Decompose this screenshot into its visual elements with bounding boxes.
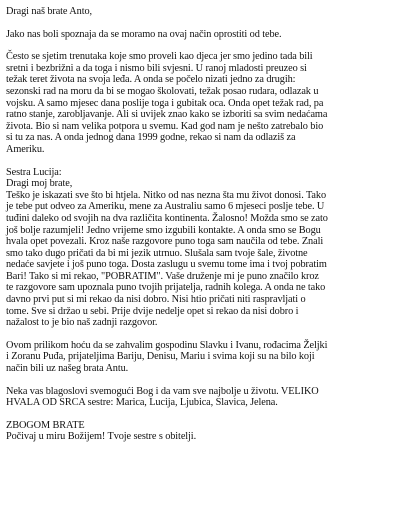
text-line: Jako nas boli spoznaja da se moramo na ovaj način oprostiti od tebe. bbox=[6, 28, 282, 40]
text-line: HVALA OD SRCA sestre: Marica, Lucija, Ljubica, Slavica, Jelena. bbox=[6, 397, 278, 409]
text-line: sezonski rad na moru da bi se mogao školovati, težak posao rudara, odlazak u bbox=[6, 85, 319, 97]
text-line: način bili uz našeg brata Antu. bbox=[6, 363, 129, 375]
text-line: Neka vas blagoslovi svemogući Bog i da vam sve najbolje u životu. VELIKO bbox=[6, 385, 319, 397]
text-line: davno prvi put si mi rekao da nisi dobro. Nisi htio pričati niti raspravljati o bbox=[6, 294, 306, 306]
letter-document bbox=[6, 6, 398, 454]
memories-paragraph bbox=[6, 51, 398, 155]
text-line: Ovom prilikom hoću da se zahvalim gospodinu Slavku i Ivanu, rođacima Željki bbox=[6, 339, 328, 351]
farewell-paragraph bbox=[6, 420, 398, 443]
text-line: još bolje razumjeli! Jedno vrijeme smo izgubili kontakte. A onda smo se Bogu bbox=[6, 224, 321, 236]
text-line: Često se sjetim trenutaka koje smo proveli kao djeca jer smo jedino tada bili bbox=[6, 51, 313, 63]
text-line: je tebe put odveo za Ameriku, mene za Australiu samo 6 mjeseci poslje tebe. U bbox=[6, 201, 325, 213]
text-line: Ameriku. bbox=[6, 143, 45, 155]
sister-lucija-paragraph bbox=[6, 167, 398, 329]
text-line: smo tako dugo pričati da bi mi jezik utrnuo. Slušala sam tvoje šale, životne bbox=[6, 247, 308, 259]
text-line: Teško je iskazati sve što bi htjela. Nitko od nas nezna šta mu život donosi. Tako bbox=[6, 189, 326, 201]
text-line: si tu za nas. A onda jednog dana 1999 godne, rekao si nam da odlaziš za bbox=[6, 132, 296, 144]
farewell-heading: ZBOGOM BRATE bbox=[6, 419, 85, 431]
greeting-paragraph bbox=[6, 6, 398, 18]
text-line: ratno stanje, zarobljavanje. Ali si uvijek znao kako se izboriti sa svim nedaćama bbox=[6, 109, 328, 121]
text-line: Dragi moj brate, bbox=[6, 178, 73, 190]
intro-paragraph bbox=[6, 29, 398, 41]
text-line: tome. Sve si držao u sebi. Prije dvije nedelje opet si rekao da nisi dobro i bbox=[6, 305, 299, 317]
text-line: i Zoranu Puđa, prijateljima Bariju, Denisu, Mariu i svima koji su na bilo koji bbox=[6, 351, 315, 363]
text-line: Bari! Tako si mi rekao, "POBRATIM". Vaše druženje mi je puno značilo kroz bbox=[6, 270, 319, 282]
blessing-paragraph bbox=[6, 386, 398, 409]
thanks-paragraph bbox=[6, 340, 398, 375]
text-line: sretni i bezbrižni a da toga i nismo bili svjesni. U ranoj mladosti preuzeo si bbox=[6, 62, 307, 74]
text-line: života. Bio si nam velika potpora u svemu. Kad god nam je nešto zatrebalo bio bbox=[6, 120, 324, 132]
text-line: nedaće savjete i još puno toga. Dosta zaslugu u svemu tome ima i tvoj pobratim bbox=[6, 259, 327, 271]
text-line: Sestra Lucija: bbox=[6, 166, 62, 178]
text-line: hvala opet povezali. Kroz naše razgovore puno toga sam naučila od tebe. Znali bbox=[6, 236, 324, 248]
text-line: te razgovore sam upoznala puno tvojih prijatelja, radnih kolega. A onda ne tako bbox=[6, 282, 326, 294]
text-line: tuđini daleko od svojih na dva različita kontinenta. Žalosno! Možda smo se zato bbox=[6, 212, 328, 224]
text-line: Počivaj u miru Božijem! Tvoje sestre s obitelji. bbox=[6, 431, 197, 443]
greeting-line: Dragi naš brate Anto, bbox=[6, 6, 92, 17]
text-line: vojsku. A samo mjesec dana poslije toga i gubitak oca. Onda opet težak rad, pa bbox=[6, 97, 324, 109]
text-line: nažalost to je bio naš zadnji razgovor. bbox=[6, 317, 158, 329]
text-line: težak teret života na svoja leđa. A onda se počelo nizati jedno za drugih: bbox=[6, 74, 296, 86]
